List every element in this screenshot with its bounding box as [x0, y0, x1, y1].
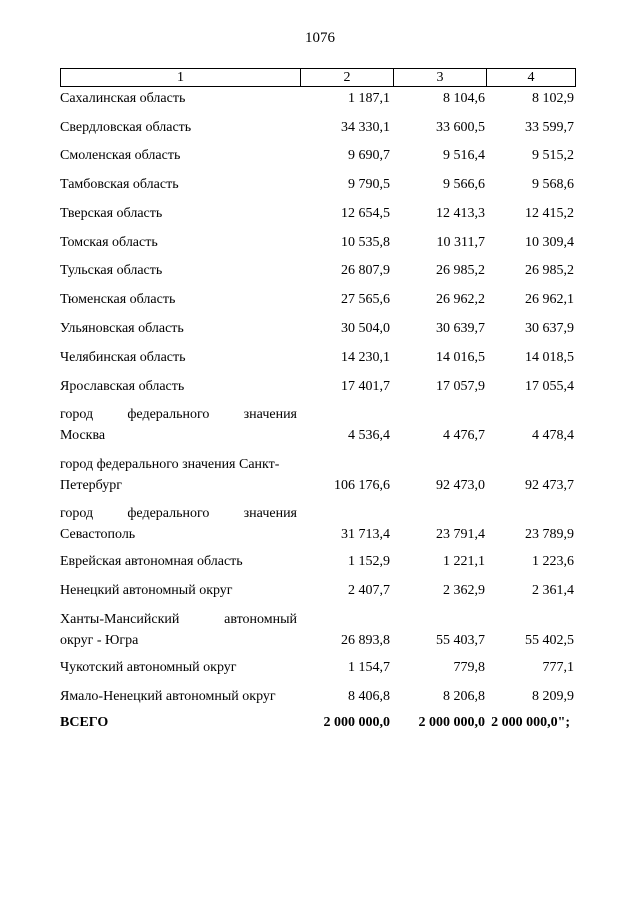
- value-col-3: 55 403,7: [436, 633, 485, 648]
- value-col-2: 2 407,7: [348, 583, 390, 598]
- value-col-3: 8 206,8: [443, 689, 485, 704]
- value-col-2: 30 504,0: [341, 321, 390, 336]
- value-col-3: 30 639,7: [436, 321, 485, 336]
- value-col-3: 4 476,7: [443, 428, 485, 443]
- table-header: [60, 68, 576, 87]
- value-col-3: 33 600,5: [436, 120, 485, 135]
- value-col-3: 10 311,7: [436, 235, 485, 250]
- region-name: Смоленская область: [60, 148, 181, 163]
- value-col-4: 26 985,2: [525, 263, 574, 278]
- value-col-3: 779,8: [453, 660, 485, 675]
- value-col-3: 9 566,6: [443, 177, 485, 192]
- value-col-3: 8 104,6: [443, 91, 485, 106]
- value-col-3: 2 362,9: [443, 583, 485, 598]
- region-name: Еврейская автономная область: [60, 554, 243, 569]
- value-col-4: 30 637,9: [525, 321, 574, 336]
- value-col-4: 12 415,2: [525, 206, 574, 221]
- value-col-3: 14 016,5: [436, 350, 485, 365]
- value-col-4: 8 102,9: [532, 91, 574, 106]
- value-col-2: 26 807,9: [341, 263, 390, 278]
- value-col-3: 17 057,9: [436, 379, 485, 394]
- value-col-4: 4 478,4: [532, 428, 574, 443]
- region-name-line1: город федерального значения: [60, 506, 297, 521]
- region-name: Тверская область: [60, 206, 163, 221]
- total-col-3: 2 000 000,0: [418, 715, 485, 730]
- region-name-line2: Севастополь: [60, 527, 136, 542]
- region-name-line2: Москва: [60, 428, 106, 443]
- region-name: Свердловская область: [60, 120, 192, 135]
- value-col-3: 26 985,2: [436, 263, 485, 278]
- value-col-2: 9 790,5: [348, 177, 390, 192]
- region-name-line1: город федерального значения Санкт-: [60, 457, 280, 472]
- value-col-2: 106 176,6: [334, 478, 390, 493]
- region-name: Челябинская область: [60, 350, 186, 365]
- value-col-2: 12 654,5: [341, 206, 390, 221]
- value-col-4: 1 223,6: [532, 554, 574, 569]
- region-name: Ярославская область: [60, 379, 185, 394]
- value-col-3: 12 413,3: [436, 206, 485, 221]
- value-col-2: 8 406,8: [348, 689, 390, 704]
- value-col-4: 33 599,7: [525, 120, 574, 135]
- value-col-3: 26 962,2: [436, 292, 485, 307]
- value-col-2: 1 154,7: [348, 660, 390, 675]
- value-col-3: 23 791,4: [436, 527, 485, 542]
- value-col-2: 26 893,8: [341, 633, 390, 648]
- value-col-2: 17 401,7: [341, 379, 390, 394]
- region-name: Ямало-Ненецкий автономный округ: [60, 689, 276, 704]
- region-name: Сахалинская область: [60, 91, 186, 106]
- region-name-line2: округ - Югра: [60, 633, 139, 648]
- column-header-3: 3: [394, 69, 487, 86]
- value-col-2: 4 536,4: [348, 428, 390, 443]
- total-col-4: 2 000 000,0";: [491, 715, 570, 730]
- value-col-4: 10 309,4: [525, 235, 574, 250]
- value-col-4: 9 515,2: [532, 148, 574, 163]
- value-col-3: 92 473,0: [436, 478, 485, 493]
- total-col-2: 2 000 000,0: [323, 715, 390, 730]
- total-label: ВСЕГО: [60, 715, 109, 730]
- value-col-2: 34 330,1: [341, 120, 390, 135]
- region-name-line2: Петербург: [60, 478, 122, 493]
- value-col-2: 9 690,7: [348, 148, 390, 163]
- value-col-2: 1 152,9: [348, 554, 390, 569]
- value-col-4: 14 018,5: [525, 350, 574, 365]
- column-header-4: 4: [527, 70, 535, 85]
- value-col-4: 23 789,9: [525, 527, 574, 542]
- column-header-1: 1: [61, 69, 301, 86]
- value-col-2: 27 565,6: [341, 292, 390, 307]
- value-col-4: 92 473,7: [525, 478, 574, 493]
- region-name-line1: город федерального значения: [60, 407, 297, 422]
- value-col-4: 55 402,5: [525, 633, 574, 648]
- value-col-4: 17 055,4: [525, 379, 574, 394]
- value-col-2: 14 230,1: [341, 350, 390, 365]
- value-col-4: 8 209,9: [532, 689, 574, 704]
- region-name: Чукотский автономный округ: [60, 660, 237, 675]
- region-name: Ульяновская область: [60, 321, 184, 336]
- value-col-3: 9 516,4: [443, 148, 485, 163]
- value-col-4: 9 568,6: [532, 177, 574, 192]
- value-col-3: 1 221,1: [443, 554, 485, 569]
- region-name: Ненецкий автономный округ: [60, 583, 233, 598]
- region-name-line1: Ханты-Мансийский автономный: [60, 612, 297, 627]
- value-col-4: 777,1: [542, 660, 574, 675]
- region-name: Тульская область: [60, 263, 163, 278]
- region-name: Тюменская область: [60, 292, 176, 307]
- value-col-2: 10 535,8: [341, 235, 390, 250]
- column-header-2: 2: [301, 69, 394, 86]
- value-col-4: 26 962,1: [525, 292, 574, 307]
- value-col-2: 1 187,1: [348, 91, 390, 106]
- region-name: Томская область: [60, 235, 158, 250]
- value-col-4: 2 361,4: [532, 583, 574, 598]
- value-col-2: 31 713,4: [341, 527, 390, 542]
- page-number: 1076: [305, 30, 335, 46]
- region-name: Тамбовская область: [60, 177, 179, 192]
